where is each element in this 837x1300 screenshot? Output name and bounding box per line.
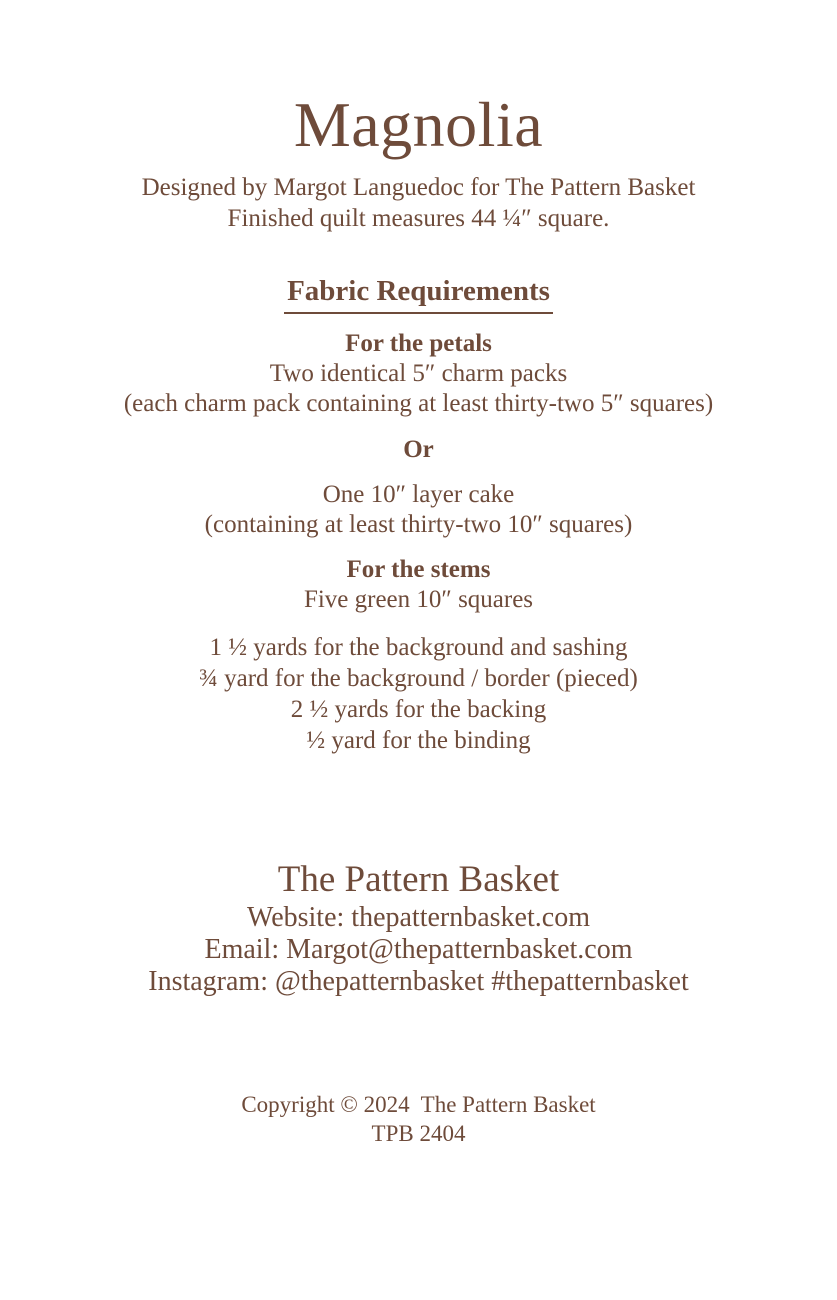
page-title: Magnolia — [293, 89, 544, 160]
petals-line: (each charm pack containing at least thirty-two 5″ squares) — [123, 390, 714, 417]
layer-cake-group — [0, 480, 837, 540]
petals-line: Two identical 5″ charm packs — [269, 360, 568, 387]
or-label: Or — [403, 436, 434, 463]
yardage-line: ¾ yard for the background / border (pieced) — [199, 665, 638, 692]
stems-line: Five green 10″ squares — [303, 586, 534, 613]
yardage-line: ½ yard for the binding — [306, 727, 531, 754]
yardage-list — [0, 632, 837, 756]
instagram-line: Instagram: @thepatternbasket #thepatternbasket — [148, 966, 689, 997]
fabric-requirements-heading: Fabric Requirements — [284, 276, 553, 314]
footer-block — [0, 1090, 837, 1148]
fabric-requirements-section — [0, 276, 837, 314]
email-line: Email: Margot@thepatternbasket.com — [204, 934, 633, 965]
yardage-line: 2 ½ yards for the backing — [290, 696, 547, 723]
petals-heading: For the petals — [345, 330, 492, 357]
pattern-number: TPB 2404 — [371, 1121, 466, 1146]
stems-heading: For the stems — [346, 556, 491, 583]
yardage-line: 1 ½ yards for the background and sashing — [209, 634, 628, 661]
website-line: Website: thepatternbasket.com — [247, 902, 590, 933]
brand-name: The Pattern Basket — [277, 859, 560, 900]
contact-block — [0, 858, 837, 998]
finished-size-text: Finished quilt measures 44 ¼″ square. — [227, 205, 610, 233]
designer-byline: Designed by Margot Languedoc for The Pattern Basket — [141, 174, 696, 202]
layer-cake-line: One 10″ layer cake — [322, 481, 515, 508]
copyright-line: Copyright © 2024 The Pattern Basket — [241, 1092, 596, 1117]
layer-cake-line: (containing at least thirty-two 10″ squares) — [204, 511, 633, 538]
